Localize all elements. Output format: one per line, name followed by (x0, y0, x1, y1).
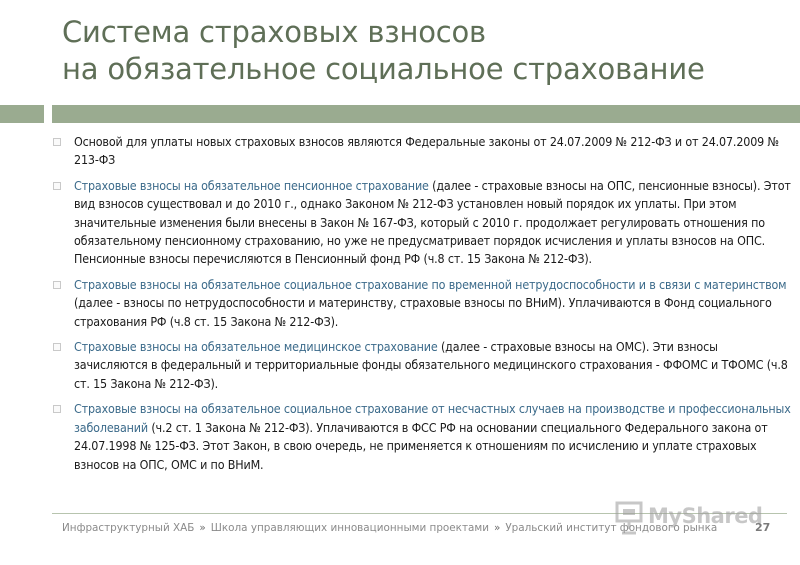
square-bullet-icon (53, 405, 61, 413)
accent-bar-main (52, 105, 800, 123)
slide-title (62, 14, 782, 88)
list-item (52, 338, 792, 393)
item-text: (далее - взносы по нетрудоспособности и материнству, страховые взносы по ВНиМ). Уплачиваются в Фонд социального страхования РФ (ч.8 ст. 15 Закона № 212-ФЗ). (74, 295, 772, 329)
bullet-list (52, 133, 792, 481)
list-item (52, 133, 792, 170)
footer-separator: » (493, 522, 501, 534)
square-bullet-icon (53, 182, 61, 190)
footer-org-3: Уральский институт фондового рынка (505, 522, 718, 534)
page-number: 27 (755, 521, 771, 534)
slide-title-line-2: на обязательное социальное страхование (62, 52, 705, 86)
item-text: Основой для уплаты новых страховых взносов являются Федеральные законы от 24.07.2009 № 212-ФЗ и от 24.07.2009 № 213-ФЗ (74, 134, 779, 168)
item-lead: Страховые взносы на обязательное социальное страхование по временной нетрудоспособности и в связи с материнством (74, 276, 787, 292)
item-lead: Страховые взносы на обязательное социальное страхование от несчастных случаев на производстве и профессиональных заболеваний (74, 401, 791, 435)
footer-org-2: Школа управляющих инновационными проектами (210, 522, 489, 534)
slide-title-line-1: Система страховых взносов (62, 15, 486, 49)
watermark-text: MyShared (648, 504, 763, 528)
item-text: (далее - страховые взносы на ОМС). Эти взносы зачисляются в федеральный и территориальные фонды обязательного медицинского страхования - ФФОМС и ТФОМС (ч.8 ст. 15 Закона № 212-ФЗ). (74, 339, 788, 391)
footer-separator: » (199, 522, 206, 534)
item-lead: Страховые взносы на обязательное пенсионное страхование (74, 177, 429, 193)
item-text: (ч.2 ст. 1 Закона № 212-ФЗ). Уплачиваются в ФСС РФ на основании специального Федерального закона от 24.07.1998 № 125-ФЗ. Этот Закон, в свою очередь, не применяется к отношениям по исчислению и уплате страховых взносов на ОПС, ОМС и по ВНиМ. (74, 419, 768, 472)
square-bullet-icon (53, 138, 61, 146)
list-item (52, 276, 792, 331)
accent-bar-left (0, 105, 44, 123)
footer-org-1: Инфраструктурный ХАБ (62, 522, 195, 534)
item-lead: Страховые взносы на обязательное медицинское страхование (74, 339, 438, 355)
item-text: (далее - страховые взносы на ОПС, пенсионные взносы). Этот вид взносов существовал и до 2010 г., однако Законом № 212-ФЗ установлен новый порядок их уплаты. При этом значительные изменения были внесены в Закон № 167-ФЗ, который с 2010 г. продолжает регулировать отношения по обязательному пенсионному страхованию, но уже не предусматривает порядок исчисления и уплаты взносов на ОПС. Пенсионные взносы перечисляются в Пенсионный фонд РФ (ч.8 ст. 15 Закона № 212-ФЗ). (74, 177, 791, 267)
list-item (52, 400, 792, 474)
square-bullet-icon (53, 281, 61, 289)
list-item (52, 177, 792, 269)
square-bullet-icon (53, 343, 61, 351)
presentation-board-icon (614, 499, 644, 535)
